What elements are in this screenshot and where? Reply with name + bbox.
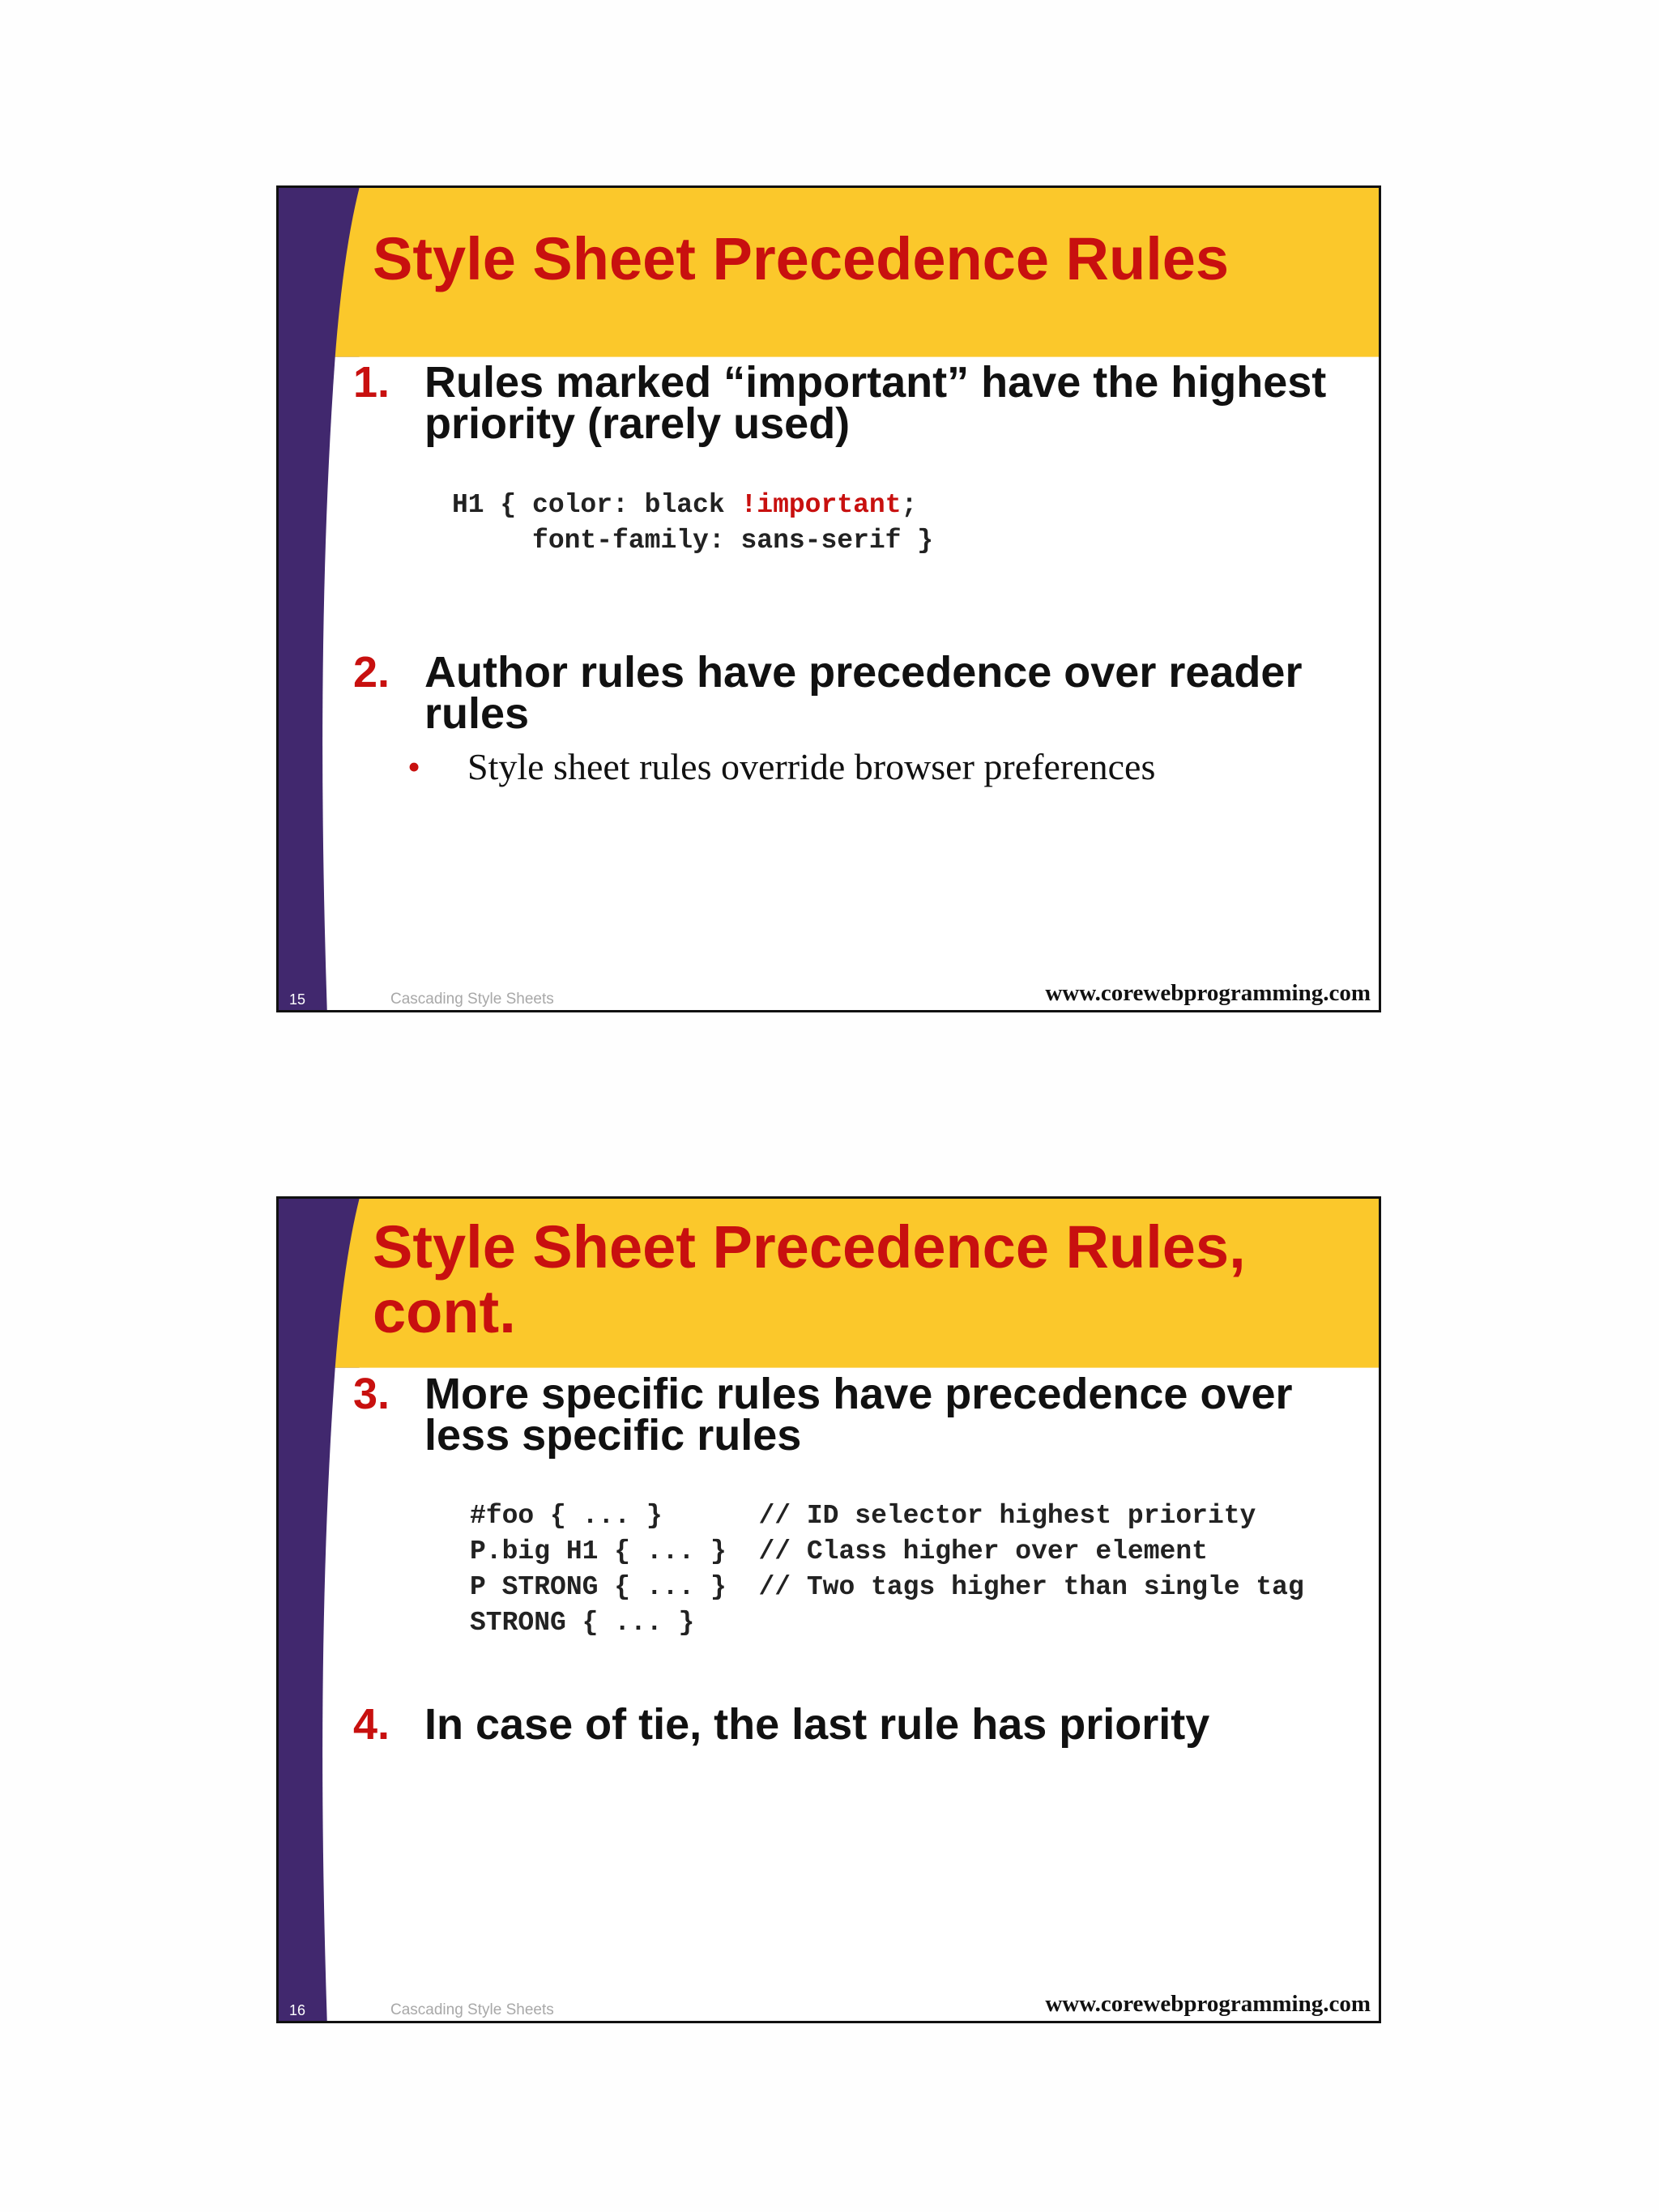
item-text: In case of tie, the last rule has priority: [424, 1700, 1210, 1749]
sub-bullet: [407, 746, 1155, 788]
code-line: STRONG { ... }: [470, 1608, 695, 1638]
footer-course-label: Cascading Style Sheets: [390, 2001, 554, 2018]
important-keyword: !important: [740, 490, 902, 520]
rule-item-4: [353, 1700, 1371, 1749]
slide-15: [276, 185, 1381, 1012]
code-block-specificity: [470, 1498, 1304, 1641]
rule-item-2: [353, 648, 1371, 738]
code-line-2: font-family: sans-serif }: [452, 526, 934, 556]
code-line: P STRONG { ... } // Two tags higher than single tag: [470, 1572, 1304, 1602]
title-line-2: cont.: [373, 1278, 516, 1345]
bullet-text: Style sheet rules override browser preferences: [467, 746, 1156, 787]
title-line-1: Style Sheet Precedence Rules,: [373, 1213, 1246, 1281]
footer-url: www.corewebprogramming.com: [1045, 980, 1371, 1006]
rule-item-1: [353, 358, 1371, 448]
code-line: P.big H1 { ... } // Class higher over element: [470, 1536, 1208, 1566]
code-line-1-start: H1 { color: black: [452, 490, 741, 520]
item-number: 3.: [353, 1370, 390, 1418]
item-number: 4.: [353, 1700, 390, 1749]
code-line: #foo { ... } // ID selector highest priority: [470, 1501, 1256, 1531]
footer-course-label: Cascading Style Sheets: [390, 991, 554, 1008]
white-content-curve: [322, 1368, 1379, 2021]
item-text: More specific rules have precedence over less specific rules: [424, 1370, 1293, 1460]
item-number: 2.: [353, 648, 390, 697]
item-text: Rules marked “important” have the highest priority (rarely used): [424, 358, 1327, 448]
code-block-important: [452, 488, 933, 559]
page-number: 16: [289, 2002, 306, 2018]
slide-title: Style Sheet Precedence Rules: [373, 225, 1230, 292]
rule-item-3: [353, 1370, 1371, 1460]
slide-16: [276, 1196, 1381, 2023]
footer-url: www.corewebprogramming.com: [1045, 1991, 1371, 2017]
code-line-1-end: ;: [901, 490, 918, 520]
page-number: 15: [289, 991, 306, 1008]
item-number: 1.: [353, 358, 390, 407]
item-text: Author rules have precedence over reader rules: [424, 648, 1303, 738]
slide-background-decoration: [279, 188, 1379, 1010]
slide-title: [373, 1215, 1246, 1345]
bullet-marker: •: [407, 746, 421, 787]
